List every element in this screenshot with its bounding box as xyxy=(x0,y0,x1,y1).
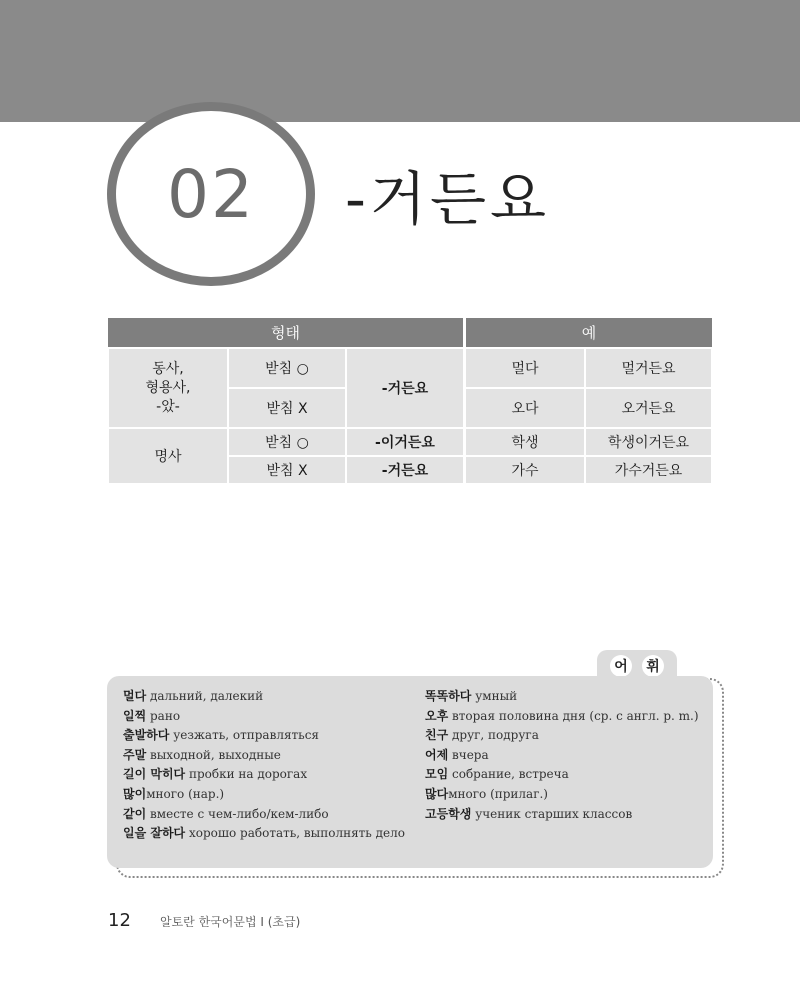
vocab-word: 일을 잘하다 xyxy=(123,826,186,841)
table-cell-batchim: 받침 ○ xyxy=(228,428,346,456)
vocab-word: 고등학생 xyxy=(425,806,472,821)
table-cell-example: 멀거든요 xyxy=(585,348,712,388)
table-cell-example: 오거든요 xyxy=(585,388,712,428)
vocab-word: 모임 xyxy=(425,767,449,782)
vocab-item xyxy=(123,726,423,746)
table-row xyxy=(108,428,712,456)
vocab-item xyxy=(123,687,423,707)
vocab-word: 일찍 xyxy=(123,708,147,723)
table-cell-batchim: 받침 X xyxy=(228,456,346,484)
vocab-translation: вчера xyxy=(448,747,489,762)
vocab-tab-char: 어 xyxy=(610,655,632,677)
table-cell-ending: -이거든요 xyxy=(346,428,465,456)
vocab-item xyxy=(123,805,423,825)
chapter-number-badge xyxy=(107,102,315,286)
table-cell-batchim: 받침 X xyxy=(228,388,346,428)
vocab-item xyxy=(425,805,705,825)
table-cell-ending: -거든요 xyxy=(346,456,465,484)
table-cell-word: 멀다 xyxy=(465,348,586,388)
vocab-item xyxy=(425,746,705,766)
vocab-translation: ученик старших классов xyxy=(471,806,633,821)
vocab-word: 많다 xyxy=(425,786,449,801)
vocab-item xyxy=(123,824,423,844)
table-cell-group: 명사 xyxy=(108,428,228,484)
chapter-title: -거든요 xyxy=(345,165,551,233)
vocab-item xyxy=(425,726,705,746)
vocab-item xyxy=(425,687,705,707)
vocab-item xyxy=(123,746,423,766)
header-band xyxy=(0,0,800,122)
vocab-word: 주말 xyxy=(123,747,147,762)
vocab-word: 멀다 xyxy=(123,689,147,703)
vocab-word: 출발하다 xyxy=(123,728,170,743)
vocab-word: 어제 xyxy=(425,747,449,762)
vocab-item xyxy=(425,785,705,805)
vocab-translation: рано xyxy=(146,708,181,723)
vocab-item xyxy=(123,765,423,785)
vocab-translation: вторая половина дня (ср. с англ. p. m.) xyxy=(448,708,699,723)
vocab-word: 친구 xyxy=(425,728,449,743)
vocab-translation: выходной, выходные xyxy=(146,747,281,762)
vocab-word: 길이 막히다 xyxy=(123,767,186,782)
table-header-example: 예 xyxy=(465,318,713,348)
vocab-translation: хорошо работать, выполнять дело xyxy=(185,826,405,841)
chapter-number: 02 xyxy=(167,155,255,233)
vocab-translation: пробки на дорогах xyxy=(185,767,308,782)
vocab-item xyxy=(425,707,705,727)
table-header-form: 형태 xyxy=(108,318,465,348)
vocab-word: 많이 xyxy=(123,786,147,801)
table-cell-word: 학생 xyxy=(465,428,586,456)
vocab-translation: умный xyxy=(471,689,518,703)
table-cell-example: 학생이거든요 xyxy=(585,428,712,456)
vocab-list-right xyxy=(425,687,705,824)
vocab-translation: вместе с чем-либо/кем-либо xyxy=(146,806,329,821)
grammar-form-table xyxy=(107,318,713,485)
vocab-word: 같이 xyxy=(123,806,147,821)
table-cell-group: 동사, 형용사, -았- xyxy=(108,348,228,428)
table-cell-ending: -거든요 xyxy=(346,348,465,428)
vocab-translation: много (нар.) xyxy=(146,786,225,801)
vocab-item xyxy=(425,765,705,785)
vocab-translation: друг, подруга xyxy=(448,728,539,743)
vocab-translation: много (прилаг.) xyxy=(448,786,548,801)
table-row xyxy=(108,348,712,388)
vocab-translation: уезжать, отправляться xyxy=(169,728,319,743)
vocab-item xyxy=(123,707,423,727)
table-cell-batchim: 받침 ○ xyxy=(228,348,346,388)
vocab-item xyxy=(123,785,423,805)
vocab-word: 똑똑하다 xyxy=(425,689,472,703)
page-number: 12 xyxy=(108,910,131,931)
book-title: 알토란 한국어문법 I (초급) xyxy=(160,915,301,929)
vocab-list-left xyxy=(123,687,423,844)
vocab-word: 오후 xyxy=(425,708,449,723)
vocab-translation: дальний, далекий xyxy=(146,689,264,703)
table-cell-word: 가수 xyxy=(465,456,586,484)
vocab-translation: собрание, встреча xyxy=(448,767,569,782)
table-cell-example: 가수거든요 xyxy=(585,456,712,484)
table-cell-word: 오다 xyxy=(465,388,586,428)
vocab-tab-char: 휘 xyxy=(642,655,664,677)
vocabulary-box xyxy=(107,676,713,868)
